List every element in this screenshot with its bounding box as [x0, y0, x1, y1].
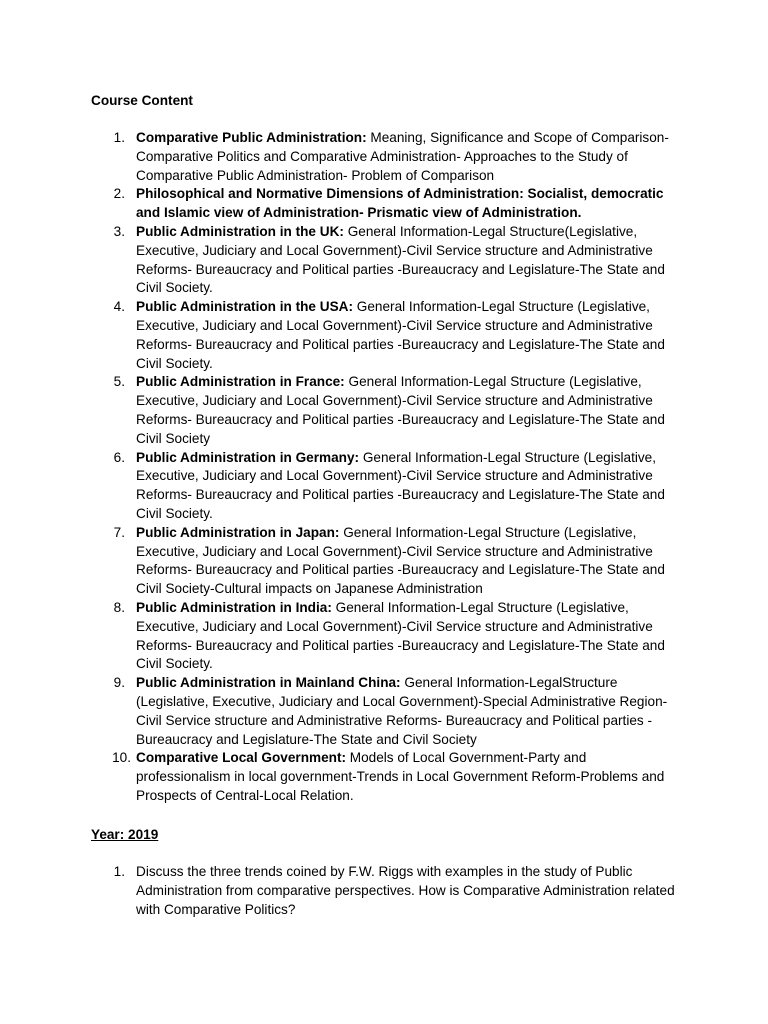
year-heading: Year: 2019 — [91, 827, 159, 842]
question-number: 1. — [113, 864, 125, 879]
course-item-5 — [0, 373, 676, 448]
item-title: Public Administration in Germany: — [136, 449, 360, 465]
item-number: 9. — [113, 675, 125, 691]
item-number: 6. — [113, 449, 125, 465]
item-number: 1. — [113, 130, 125, 145]
item-number: 2. — [113, 186, 125, 202]
item-body: Meaning, Significance and Scope of Comparison-Comparative Politics and Comparative Administration- Approaches to the Study of Comparative Public Administration- Problem of Comparison — [136, 130, 669, 183]
item-title: Public Administration in India: — [136, 599, 332, 615]
item-number: 8. — [113, 599, 125, 615]
item-title: Public Administration in France: — [136, 374, 345, 390]
course-item-10 — [0, 749, 676, 805]
course-content-list — [0, 129, 768, 806]
course-content-heading: Course Content — [91, 93, 193, 108]
item-number: 4. — [113, 299, 125, 315]
item-title: Public Administration in Mainland China: — [136, 675, 401, 691]
item-title: Public Administration in Japan: — [136, 524, 340, 540]
course-item-8 — [0, 599, 676, 674]
course-item-9 — [0, 674, 676, 749]
item-title: Public Administration in the UK: — [136, 223, 344, 239]
course-item-4 — [0, 298, 676, 373]
item-body: General Information-Legal Structure (Legislative, Executive, Judiciary and Local Government)-Civil Service structure and Administrative Reforms- Bureaucracy and Political parties -Bureaucracy and Legislature-The State and Civil Society-Cultural impacts on Japanese Administration — [136, 524, 665, 597]
item-body: General Information-Legal Structure (Legislative, Executive, Judiciary and Local Government)-Civil Service structure and Administrative Reforms- Bureaucracy and Political parties -Bureaucracy and Legislature-The State and Civil Society — [136, 374, 665, 446]
item-body: General Information-Legal Structure (Legislative, Executive, Judiciary and Local Government)-Civil Service structure and Administrative Reforms- Bureaucracy and Political parties -Bureaucracy and Legislature-The State and Civil Society. — [136, 449, 665, 521]
course-item-6 — [0, 449, 676, 524]
course-item-7 — [0, 524, 676, 599]
item-title: Public Administration in the USA: — [136, 299, 354, 315]
item-title: Philosophical and Normative Dimensions of Administration: Socialist, democratic and Islamic view of Administration- Prismatic view of Administration. — [136, 186, 664, 221]
item-number: 7. — [113, 524, 125, 540]
item-number: 3. — [113, 223, 125, 239]
question-text: Discuss the three trends coined by F.W. Riggs with examples in the study of Public Administration from comparative perspectives. How is Comparative Administration related with Comparative Politics? — [136, 864, 675, 917]
item-body: General Information-Legal Structure (Legislative, Executive, Judiciary and Local Government)-Civil Service structure and Administrative Reforms- Bureaucracy and Political parties -Bureaucracy and Legislature-The State and Civil Society. — [136, 599, 665, 672]
item-body: General Information-LegalStructure (Legislative, Executive, Judiciary and Local Government)-Special Administrative Region-Civil Service structure and Administrative Reforms- Bureaucracy and Political parties -Bureaucracy and Legislature-The State and Civil Society — [136, 675, 668, 747]
question-item-1 — [0, 863, 676, 919]
question-list — [0, 863, 768, 919]
item-body: General Information-Legal Structure (Legislative, Executive, Judiciary and Local Government)-Civil Service structure and Administrative Reforms- Bureaucracy and Political parties -Bureaucracy and Legislature-The State and Civil Society. — [136, 299, 665, 371]
item-number: 10. — [112, 750, 131, 766]
item-body: Models of Local Government-Party and professionalism in local government-Trends in Local Government Reform-Problems and Prospects of Central-Local Relation. — [136, 750, 665, 803]
item-number: 5. — [113, 374, 125, 390]
item-title: Comparative Public Administration: — [136, 130, 367, 145]
course-item-3 — [0, 223, 676, 298]
course-item-2 — [0, 185, 676, 223]
course-item-1 — [0, 129, 676, 185]
item-title: Comparative Local Government: — [136, 750, 346, 766]
item-body: General Information-Legal Structure(Legislative, Executive, Judiciary and Local Government)-Civil Service structure and Administrative Reforms- Bureaucracy and Political parties -Bureaucracy and Legislature-The State and Civil Society. — [136, 223, 665, 296]
